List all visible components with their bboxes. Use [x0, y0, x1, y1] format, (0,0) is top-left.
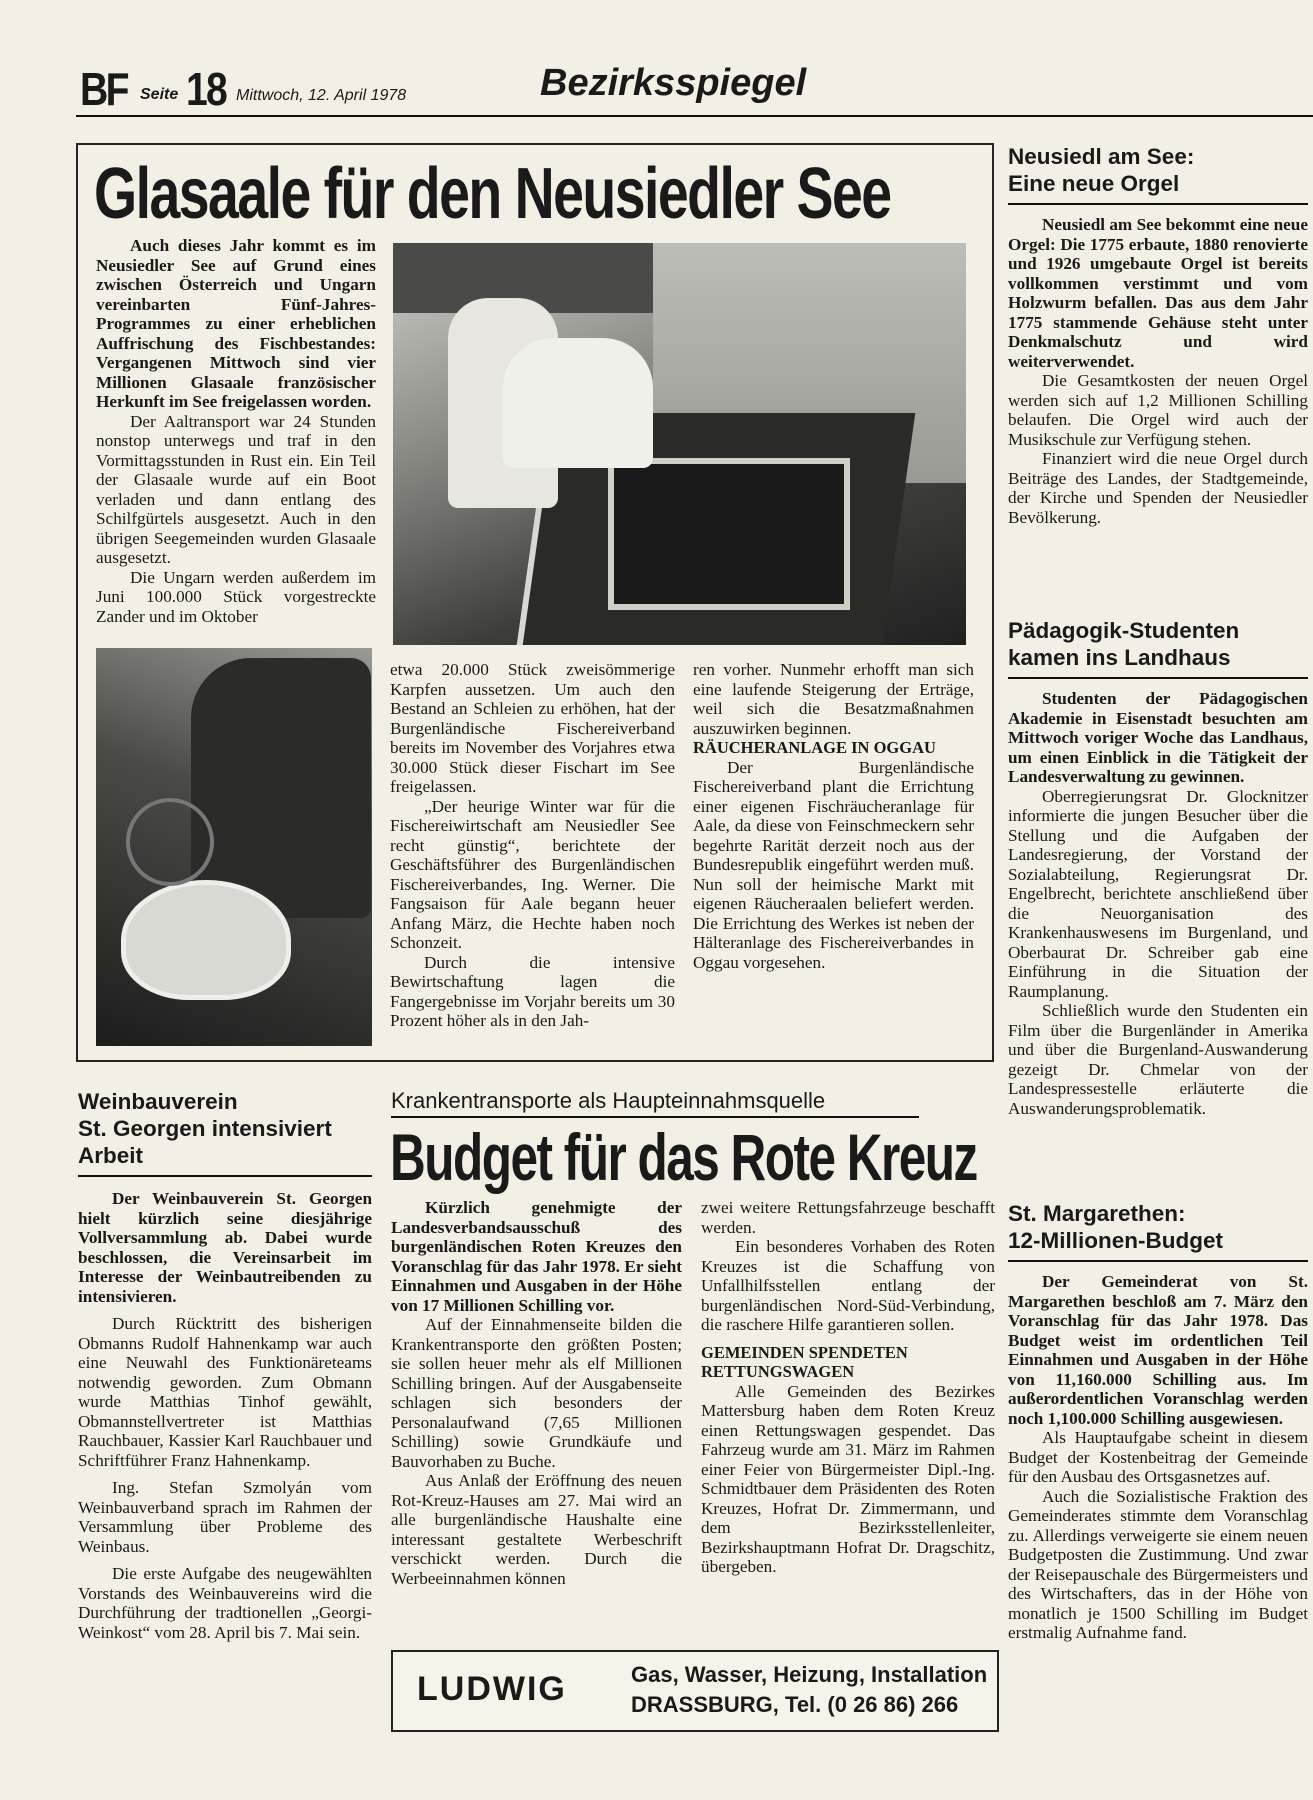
- glasaale-col3-paragraph-2: Der Burgenländische Fischereiverband plant die Errichtung einer eigenen Fischräucheranlage für Aale, da diese von Feinschmeckern sehr begehrte Rarität derzeit noch aus der Bundesrepublik eingeführt werden muß. Nun soll der heimische Markt mit eigenen Räucheraalen beliefert werden. Die Errichtung des Werkes ist neben der Hälteranlage des Fischereiverbandes in Oggau vorgesehen.: [693, 757, 974, 972]
- glasaale-col1-top: [96, 236, 376, 626]
- glasaale-paragraph-1: Der Aaltransport war 24 Stunden nonstop unterwegs und traf in den Vormittagsstunden in Rust ein. Ein Teil der Glasaale wurde auf ein Boot verladen und dann entlang des Schilfgürtels ausgesetzt. Auch in den übrigen Seegemeinden wurden Glasaale ausgesetzt.: [96, 411, 376, 567]
- glasaale-paragraph-2: Die Ungarn werden außerdem im Juni 100.000 Stück vorgestreckte Zander und im Oktober: [96, 567, 376, 626]
- margarethen-headline-1: St. Margarethen:: [1008, 1201, 1186, 1226]
- page-label: Seite: [140, 86, 179, 103]
- orgel-headline-2: Eine neue Orgel: [1008, 171, 1180, 196]
- margarethen-article: [1008, 1200, 1308, 1643]
- kreuz-headline-wrap: [390, 1122, 990, 1192]
- glasaale-col3-paragraph-1: ren vorher. Nunmehr erhofft man sich eine laufende Steigerung der Erträge, weil sich die Besatzmaßnahmen auszuwirken beginnen.: [693, 660, 974, 738]
- glasaale-col2: [390, 660, 675, 1031]
- orgel-article: [1008, 143, 1308, 527]
- kreuz-col1: [391, 1198, 682, 1588]
- eel-boat-photo: [393, 243, 966, 645]
- eel-bucket-photo: [96, 648, 372, 1046]
- weinbau-headline-3: Arbeit: [78, 1143, 144, 1168]
- weinbau-headline-1: Weinbauverein: [78, 1089, 238, 1114]
- glasaale-headline: Glasaale für den Neusiedler See: [94, 154, 891, 234]
- paedagogik-paragraph-1: Oberregierungsrat Dr. Glocknitzer informierte die jungen Besucher über die Stellung und die Aufgaben der Landesregierung, der Vorstand der Sozialabteilung, Regierungsrat Dr. Engelbrecht, berichtete anschließend über die Neuorganisation des Krankenhauswesens im Burgenland, und Oberbaurat Dr. Schreiber gab eine Einführung in die Situation der Raumplanung.: [1008, 786, 1308, 1001]
- weinbau-body: [78, 1189, 372, 1642]
- kreuz-paragraph-1: Auf der Einnahmenseite bilden die Krankentransporte den größten Posten; sie sollen heuer mehr als elf Millionen Schilling bringen. Auf der Ausgabenseite schlagen sich besonders der Personalaufwand (7,65 Millionen Schilling) sowie Grundkäufe und Bauvorhaben zu Buche.: [391, 1315, 682, 1471]
- ad-line-2: DRASSBURG, Tel. (0 26 86) 266: [631, 1692, 959, 1717]
- kreuz-kicker-rule: [391, 1116, 919, 1118]
- paedagogik-lead: Studenten der Pädagogischen Akademie in Eisenstadt besuchten am Mittwoch voriger Woche das Landhaus, um einen Einblick in die Tätigkeit der Landesverwaltung zu gewinnen.: [1008, 689, 1308, 786]
- ludwig-ad: [391, 1650, 999, 1732]
- margarethen-lead: Der Gemeinderat von St. Margarethen beschloß am 7. März den Voranschlag für das Jahr 1978. Das Budget weist im ordentlichen Teil Einnahmen und Ausgaben in der Höhe von 11,160.000 Schilling aus. Im außerordentlichen Voranschlag werden noch 1,100.000 Schilling ausgewiesen.: [1008, 1272, 1308, 1428]
- orgel-paragraph-2: Finanziert wird die neue Orgel durch Beiträge des Landes, der Stadtgemeinde, der Kirche und Spenden der Neusiedler Bevölkerung.: [1008, 449, 1308, 527]
- section-title: Bezirksspiegel: [540, 62, 807, 104]
- ad-line-1: Gas, Wasser, Heizung, Installation: [631, 1662, 988, 1687]
- kreuz-col2: [701, 1198, 995, 1577]
- margarethen-headline-2: 12-Millionen-Budget: [1008, 1228, 1223, 1253]
- weinbau-lead: Der Weinbauverein St. Georgen hielt kürzlich seine diesjährige Vollversammlung ab. Dabei wurde beschlossen, die Vereinsarbeit im Interesse der Weinbautreibenden zu intensivieren.: [78, 1189, 372, 1306]
- weinbau-article: [78, 1088, 372, 1642]
- kreuz-lead: Kürzlich genehmigte der Landesverbandsausschuß des burgenländischen Roten Kreuzes den Voranschlag für das Jahr 1978. Er sieht Einnahmen und Ausgaben in der Höhe von 17 Millionen Schilling vor.: [391, 1198, 682, 1315]
- glasaale-col2-paragraph-2: „Der heurige Winter war für die Fischereiwirtschaft am Neusiedler See recht günstig“, berichtete der Geschäftsführer des Burgenländischen Fischereiverbandes, Ing. Werner. Die Fangsaison für Aale begann heuer Anfang März, die Hechte haben noch Schonzeit.: [390, 796, 675, 952]
- orgel-lead: Neusiedl am See bekommt eine neue Orgel: Die 1775 erbaute, 1880 renovierte und 1926 umgebaute Orgel ist bereits vollkommen verstimmt und vom Holzwurm befallen. Das aus dem Jahr 1775 stammende Gehäuse steht unter Denkmalschutz und wird weiterverwendet.: [1008, 215, 1308, 371]
- photo-man: [191, 658, 371, 918]
- kreuz-col2-paragraph-2: Ein besonderes Vorhaben des Roten Kreuzes ist die Schaffung von Unfallhilfsstellen entlang der burgenländischen Nord-Süd-Verbindung, die raschere Hilfe garantieren sollen.: [701, 1237, 995, 1334]
- margarethen-body: [1008, 1272, 1308, 1643]
- kreuz-col2-paragraph-3: Alle Gemeinden des Bezirkes Mattersburg haben dem Roten Kreuz einen Rettungswagen gespendet. Das Fahrzeug wurde am 31. März im Rahmen einer Feier von Bürgermeister Dipl.-Ing. Schmidtbauer dem Präsidenten des Roten Kreuzes, Hofrat Dr. Zimmermann, und dem Bezirksstellenleiter, Bezirkshauptmann Hofrat Dr. Dragschitz, übergeben.: [701, 1381, 995, 1576]
- glasaale-lead: Auch dieses Jahr kommt es im Neusiedler See auf Grund eines zwischen Österreich und Ungarn vereinbarten Fünf-Jahres-Programmes zu einer erheblichen Auffrischung des Fischbestandes: Vergangenen Mittwoch sind vier Millionen Glasaale französischer Herkunft im See freigelassen worden.: [96, 236, 376, 411]
- orgel-paragraph-1: Die Gesamtkosten der neuen Orgel werden sich auf 1,2 Millionen Schilling belaufen. Die Orgel wird auch der Musikschule zur Verfügung stehen.: [1008, 371, 1308, 449]
- glasaale-col2-paragraph-3: Durch die intensive Bewirtschaftung lagen die Fangergebnisse im Vorjahr bereits um 30 Prozent höher als in den Jah-: [390, 952, 675, 1030]
- orgel-rule: [1008, 203, 1308, 205]
- raeucheranlage-subhead: RÄUCHERANLAGE IN OGGAU: [693, 738, 936, 757]
- page-number: 18: [186, 63, 227, 115]
- orgel-headline-1: Neusiedl am See:: [1008, 144, 1195, 169]
- kreuz-headline: Budget für das Rote Kreuz: [390, 1120, 977, 1194]
- weinbau-paragraph-1: Durch Rücktritt des bisherigen Obmanns Rudolf Hahnenkamp war auch eine Neuwahl des Funktionäreteams notwendig geworden. Zum Obmann wurde Matthias Tinhof gewählt, Obmannstellvertreter ist Matthias Rauchbauer, Kassier Karl Rauchbauer und Schriftführer Franz Hahnenkamp.: [78, 1314, 372, 1470]
- glasaale-headline-wrap: [94, 154, 974, 234]
- paedagogik-article: [1008, 617, 1308, 1118]
- orgel-body: [1008, 215, 1308, 527]
- paedagogik-paragraph-2: Schließlich wurde den Studenten ein Film über die Burgenländer in Amerika und über die Burgenland-Auswanderung gezeigt Dr. Chmelar von der Landespressestelle erläuterte die Auswanderungsproblematik.: [1008, 1001, 1308, 1118]
- margarethen-paragraph-2: Auch die Sozialistische Fraktion des Gemeinderates stimmte dem Voranschlag zu. Allerdings verweigerte sie einem neuen Budgetposten die Zustimmung. Und zwar der Reisepauschale des Bürgermeisters und des Wirtschafters, das in der Höhe von monatlich je 1500 Schilling im Budget erstmalig Aufnahme fand.: [1008, 1486, 1308, 1642]
- weinbau-rule: [78, 1175, 372, 1177]
- margarethen-rule: [1008, 1260, 1308, 1262]
- photo-tank: [608, 458, 850, 610]
- issue-date: Mittwoch, 12. April 1978: [236, 87, 407, 104]
- paedagogik-body: [1008, 689, 1308, 1118]
- kreuz-col2-paragraph-1: zwei weitere Rettungsfahrzeuge beschafft werden.: [701, 1198, 995, 1237]
- glasaale-col3: [693, 660, 974, 972]
- paedagogik-headline-1: Pädagogik-Studenten: [1008, 618, 1240, 643]
- photo-pan: [126, 798, 214, 886]
- kreuz-paragraph-2: Aus Anlaß der Eröffnung des neuen Rot-Kreuz-Hauses am 27. Mai wird an alle burgenländische Haushalte eine interessant gestaltete Werbeschrift verschickt werden. Durch die Werbeeinnahmen können: [391, 1471, 682, 1588]
- weinbau-paragraph-3: Die erste Aufgabe des neugewählten Vorstands des Weinbauvereins wird die Durchführung der tradtionellen „Georgi-Weinkost“ vom 28. April bis 7. Mai sein.: [78, 1564, 372, 1642]
- margarethen-paragraph-1: Als Hauptaufgabe scheint in diesem Budget der Kostenbeitrag der Gemeinde für den Ausbau des Ortsgasnetzes auf.: [1008, 1428, 1308, 1486]
- weinbau-headline-2: St. Georgen intensiviert: [78, 1116, 332, 1141]
- rettungswagen-subhead: GEMEINDEN SPENDETEN RETTUNGSWAGEN: [701, 1342, 908, 1381]
- masthead-logo: BF: [80, 63, 128, 115]
- masthead-rule: [76, 115, 1313, 117]
- ad-brand: LUDWIG: [417, 1670, 567, 1708]
- photo-bucket: [121, 880, 291, 1000]
- photo-worker-2: [503, 338, 653, 468]
- glasaale-col2-paragraph-1: etwa 20.000 Stück zweisömmerige Karpfen aussetzen. Um auch den Bestand an Schleien zu erhöhen, hat der Burgenländische Fischereiverband bereits im November des Vorjahres etwa 30.000 Stück dieser Fischart im See freigelassen.: [390, 660, 675, 796]
- kreuz-kicker: Krankentransporte als Haupteinnahmsquelle: [391, 1088, 826, 1113]
- weinbau-paragraph-2: Ing. Stefan Szmolyán vom Weinbauverband sprach im Rahmen der Versammlung über Probleme des Weinbaus.: [78, 1478, 372, 1556]
- masthead: [80, 60, 1313, 120]
- paedagogik-rule: [1008, 677, 1308, 679]
- paedagogik-headline-2: kamen ins Landhaus: [1008, 645, 1231, 670]
